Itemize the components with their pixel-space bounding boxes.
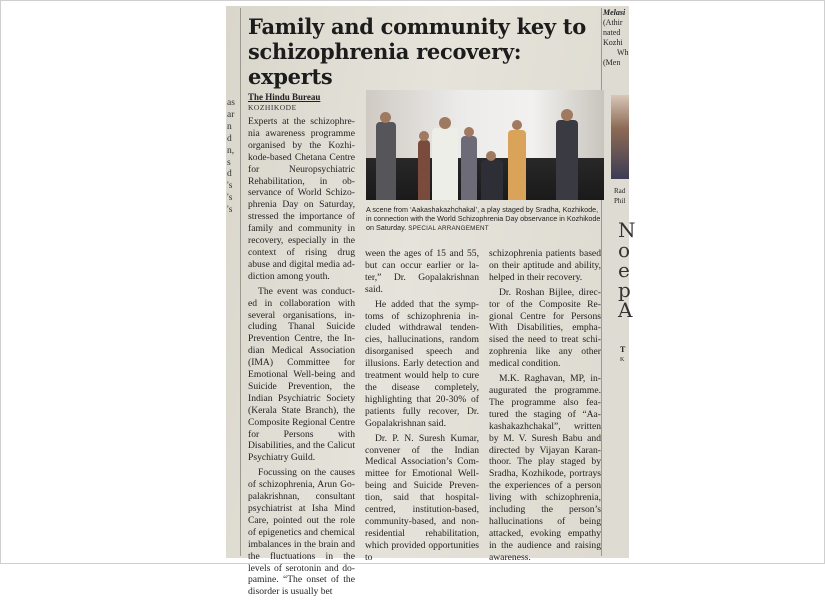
paragraph: The event was conducted in collaboration with several organisations, including Thanal Suicide Prevention Centre, the Indian Medical Association (IMA) Committee for Emotional Well-being and Suicide Prevention, the Indian Psychiatric Society (Kerala State Branch), the Composite Regional Centre for Persons with Disabilities, and the Calicut Psychiatry Guild. [248, 285, 355, 464]
article-dateline: KOZHIKODE [248, 103, 297, 112]
photo-credit: SPECIAL ARRANGEMENT [408, 225, 489, 232]
article-column-3 [489, 248, 601, 567]
paragraph: Experts at the schizophrenia awareness programme organised by the Kozhikode-based Chetana Centre for Neuropsychiatric Rehabilitation, in observance of World Schizophrenia Day on Saturday, stressed the importance of family and community in recovery, especially in the context of rising drug abuse and digital media addiction among youth. [248, 116, 355, 282]
paragraph: He added that the symptoms of schizophrenia included withdrawal tendencies, hallucinations, random disorganised speech and illusions. Early detection and treatment would help to cure the disease completely, highlighting that 20-30% of patients fully recover, Dr. Gopalakrishnan said. [365, 298, 479, 429]
adjacent-column-fragment-left: as ar n d n, s d 's 's 's [227, 98, 235, 216]
paragraph: schizophrenia patients based on their aptitude and ability, helped in their recovery. [489, 248, 601, 283]
article-headline: Family and community key to schizophrenia recovery: experts [248, 14, 586, 89]
photo-caption: A scene from ‘Aakashakazhchakal’, a play staged by Sradha, Kozhikode, in connection with the World Schizophrenia Day observance in Kozhikode on Saturday. SPECIAL ARRANGEMENT [366, 205, 601, 232]
paragraph: Dr. P. N. Suresh Kumar, convener of the Indian Medical Association’s Committee for Emotional Wellbeing and Suicide Prevention, said that hospital-centred, institution-based, community-based, and non-residential rehabilitation, which provided opportunities to [365, 432, 479, 563]
paragraph: ween the ages of 15 and 55, but can occur earlier or later,” Dr. Gopalakrishnan said. [365, 248, 479, 295]
paragraph: Dr. Roshan Bijlee, director of the Composite Regional Centre for Persons With Disabilities, emphasised the need to treat schizophrenia like any other medical condition. [489, 286, 601, 370]
adjacent-portrait-photo [611, 95, 629, 179]
paragraph: Focussing on the causes of schizophrenia, Arun Gopalakrishnan, consultant psychiatrist at Isha Mind Care, pointed out the role of epigenetics and chemical imbalances in the brain and the fluctuations in the levels of serotonin and dopamine. “The onset of the disorder is usually bet [248, 467, 355, 598]
article-photo [366, 90, 604, 200]
article-column-2 [365, 248, 479, 567]
column-rule-left [240, 8, 241, 556]
paragraph: M.K. Raghavan, MP, inaugurated the programme. The programme also featured the staging of “Aakashakazhchakal”, written by M. V. Suresh Babu and directed by Vijayan Karanthoor. The play staged by Sradha, Kozhikode, portrays the experiences of a person living with schizophrenia, including the person’s hallucinations of being attacked, evoking empathy in the audience and raising awareness. [489, 373, 601, 563]
article-byline: The Hindu Bureau [248, 92, 321, 102]
article-column-1 [248, 116, 355, 601]
